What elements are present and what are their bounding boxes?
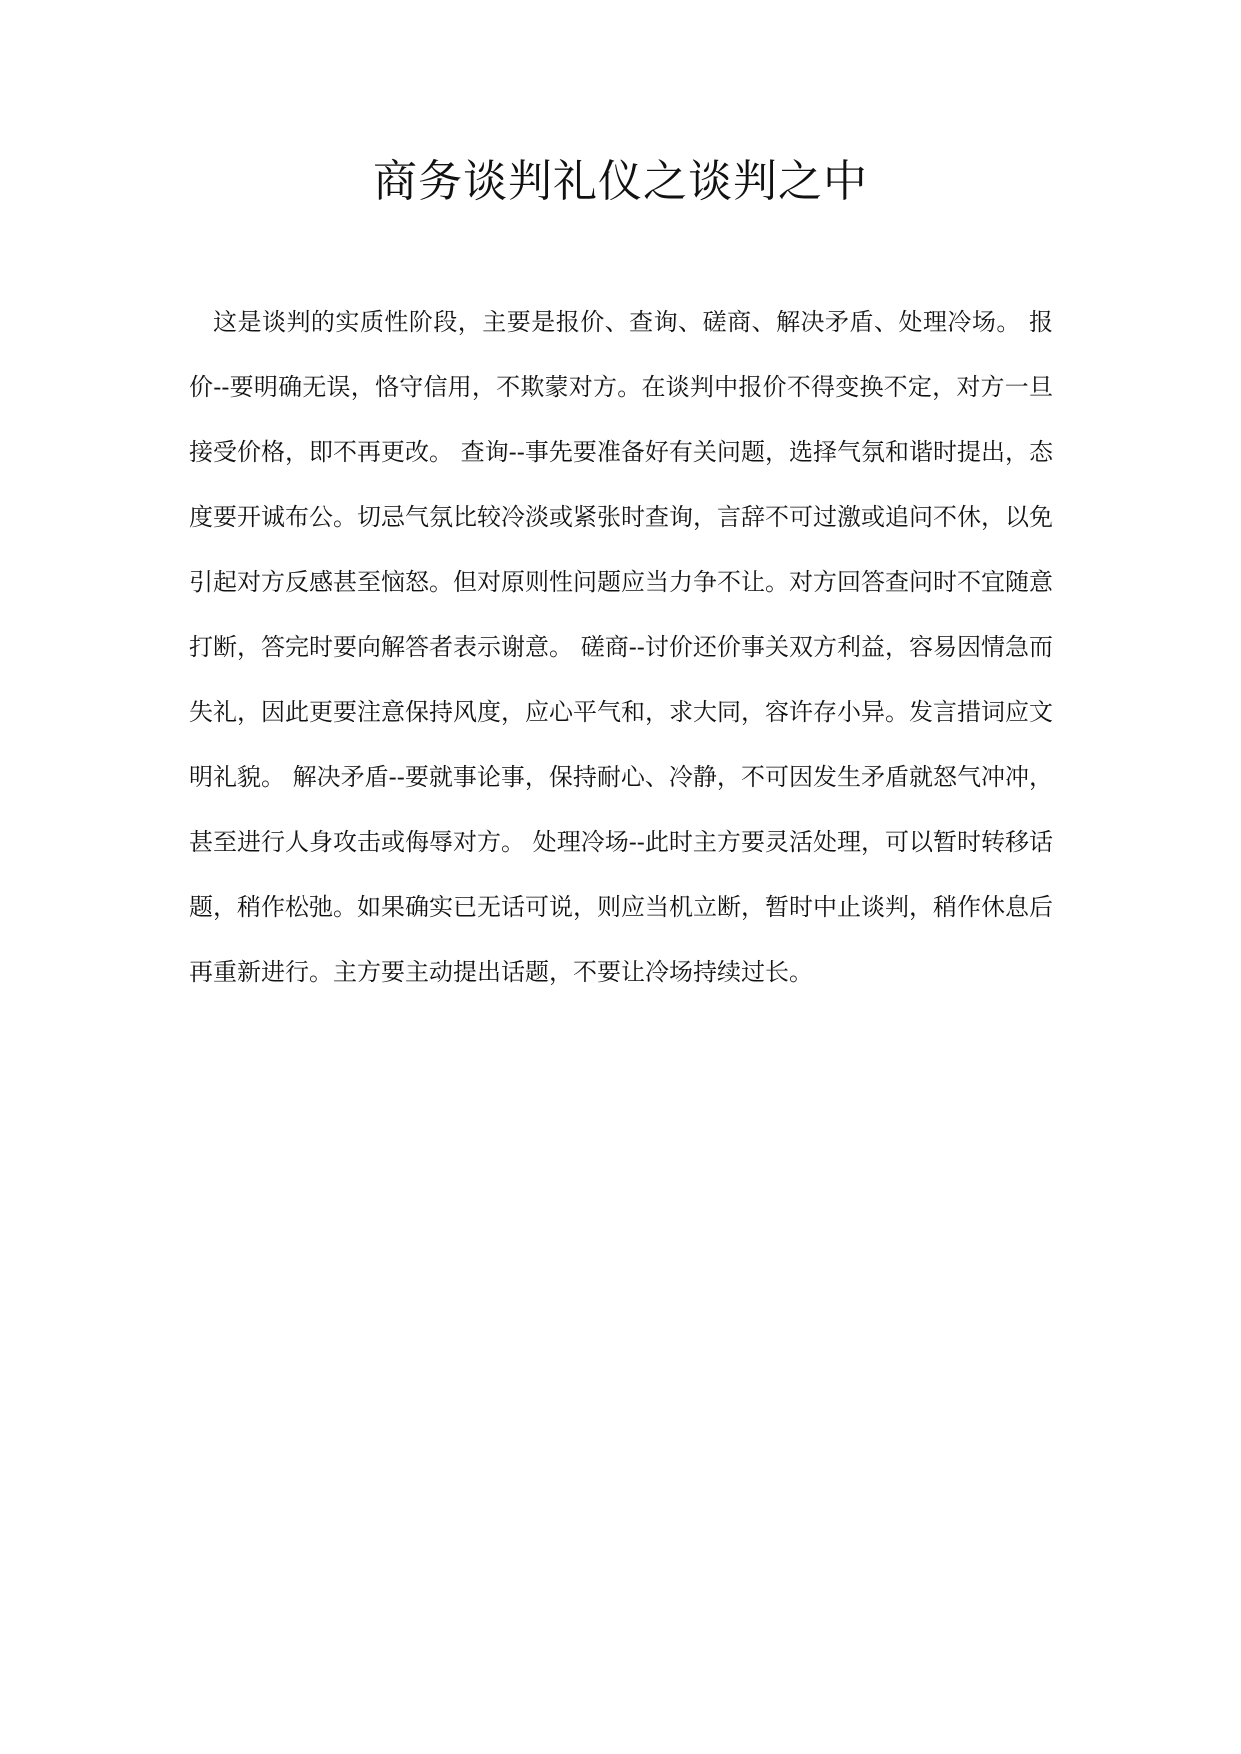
document-title: 商务谈判礼仪之谈判之中 — [373, 156, 868, 207]
body-paragraph: 这是谈判的实质性阶段，主要是报价、查询、磋商、解决矛盾、处理冷场。 报价--要明确无误，恪守信用，不欺蒙对方。在谈判中报价不得变换不定，对方一旦接受价格，即不再更改。 查询--事先要准备好有关问题，选择气氛和谐时提出，态度要开诚布公。切忌气氛比较冷淡或紧张时查询，言辞不可过激或追问不休，以免引起对方反感甚至恼怒。但对原则性问题应当力争不让。对方回答查问时不宜随意打断，答完时要向解答者表示谢意。 磋商--讨价还价事关双方利益，容易因情急而失礼，因此更要注意保持风度，应心平气和，求大同，容许存小异。发言措词应文明礼貌。 解决矛盾--要就事论事，保持耐心、冷静，不可因发生矛盾就怒气冲冲，甚至进行人身攻击或侮辱对方。 处理冷场--此时主方要灵活处理，可以暂时转移话题，稍作松弛。如果确实已无话可说，则应当机立断，暂时中止谈判，稍作休息后再重新进行。主方要主动提出话题，不要让冷场持续过长。 — [189, 308, 1053, 986]
